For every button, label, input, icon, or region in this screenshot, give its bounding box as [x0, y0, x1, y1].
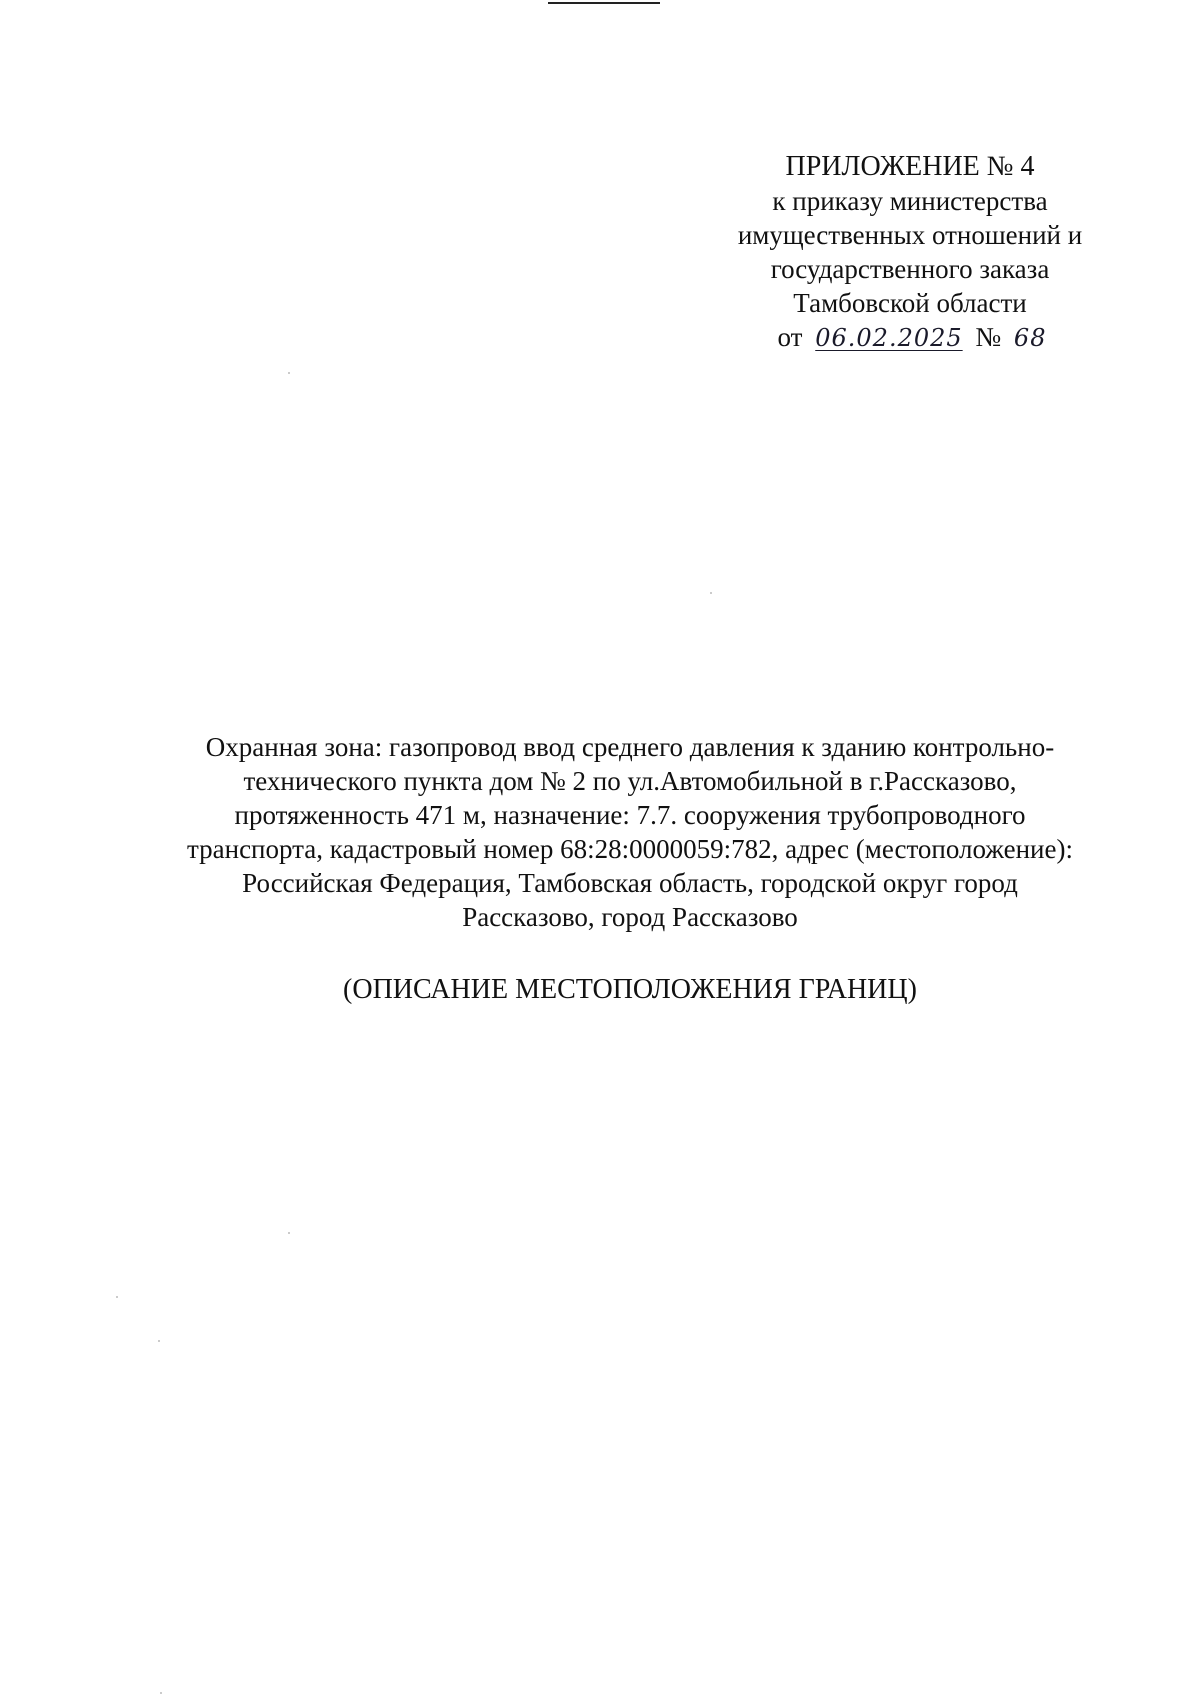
appendix-header	[700, 150, 1120, 355]
appendix-title: ПРИЛОЖЕНИЕ № 4	[785, 151, 1035, 182]
scan-speck	[158, 1340, 160, 1342]
scan-speck	[710, 592, 712, 594]
appendix-line: государственного заказа	[770, 254, 1050, 284]
protection-zone-description	[150, 730, 1110, 934]
number-prefix: №	[975, 322, 1002, 352]
scan-speck	[288, 1232, 290, 1234]
date-prefix: от	[777, 322, 803, 352]
description-line: протяженность 471 м, назначение: 7.7. сооружения трубопроводного	[234, 800, 1026, 830]
scan-speck	[288, 372, 290, 374]
description-line: транспорта, кадастровый номер 68:28:0000059:782, адрес (местоположение):	[187, 834, 1073, 864]
description-line: технического пункта дом № 2 по ул.Автомобильной в г.Рассказово,	[243, 766, 1017, 796]
order-date-line	[700, 320, 1120, 355]
description-line: Охранная зона: газопровод ввод среднего давления к зданию контрольно-	[205, 732, 1055, 762]
top-edge-mark	[548, 2, 660, 4]
appendix-line: к приказу министерства	[772, 186, 1048, 216]
handwritten-date: 06.02.2025	[815, 324, 963, 352]
appendix-line: Тамбовской области	[793, 288, 1027, 318]
boundaries-title: (ОПИСАНИЕ МЕСТОПОЛОЖЕНИЯ ГРАНИЦ)	[343, 974, 917, 1005]
scan-speck	[116, 1296, 118, 1298]
scan-speck	[160, 1692, 162, 1694]
handwritten-number: 68	[1013, 324, 1047, 352]
description-line: Российская Федерация, Тамбовская область, городской округ город	[242, 868, 1018, 898]
appendix-line: имущественных отношений и	[737, 220, 1083, 250]
description-line: Рассказово, город Рассказово	[462, 902, 798, 932]
